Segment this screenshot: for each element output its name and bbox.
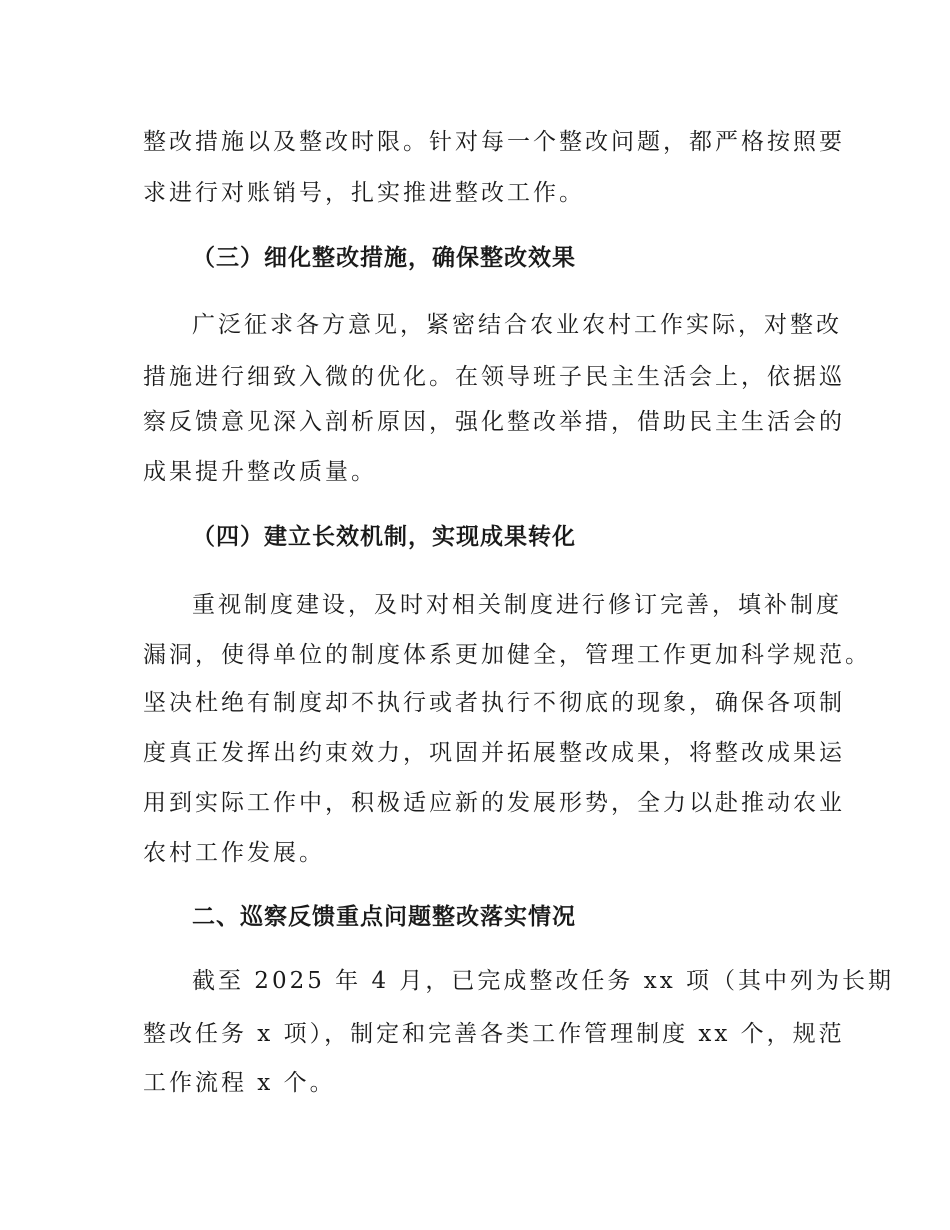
paragraph-line: 察反馈意见深入剖析原因，强化整改举措，借助民主生活会的 [143, 409, 845, 435]
section-heading-3: （三）细化整改措施，确保整改效果 [192, 245, 576, 271]
paragraph-line: 用到实际工作中，积极适应新的发展形势，全力以赴推动农业 [143, 790, 845, 816]
paragraph-line: 重视制度建设，及时对相关制度进行修订完善，填补制度 [192, 592, 842, 618]
paragraph-line: 整改措施以及整改时限。针对每一个整改问题，都严格按照要 [143, 129, 845, 155]
paragraph-line: 广泛征求各方意见，紧密结合农业农村工作实际，对整改 [192, 312, 842, 338]
paragraph-line: 截至 2025 年 4 月，已完成整改任务 xx 项（其中列为长期 [192, 968, 894, 994]
paragraph-line: 漏洞，使得单位的制度体系更加健全，管理工作更加科学规范。 [143, 642, 871, 668]
paragraph-line: 工作流程 x 个。 [143, 1070, 336, 1096]
paragraph-line: 措施进行细致入微的优化。在领导班子民主生活会上，依据巡 [143, 364, 845, 390]
paragraph-line: 度真正发挥出约束效力，巩固并拓展整改成果，将整改成果运 [143, 740, 845, 766]
section-heading-4: （四）建立长效机制，实现成果转化 [192, 524, 576, 550]
paragraph-line: 农村工作发展。 [143, 840, 325, 866]
paragraph-line: 求进行对账销号，扎实推进整改工作。 [143, 180, 585, 206]
section-heading-2: 二、巡察反馈重点问题整改落实情况 [192, 904, 576, 930]
paragraph-line: 整改任务 x 项），制定和完善各类工作管理制度 xx 个，规范 [143, 1021, 845, 1047]
paragraph-line: 成果提升整改质量。 [143, 459, 377, 485]
paragraph-line: 坚决杜绝有制度却不执行或者执行不彻底的现象，确保各项制 [143, 690, 845, 716]
